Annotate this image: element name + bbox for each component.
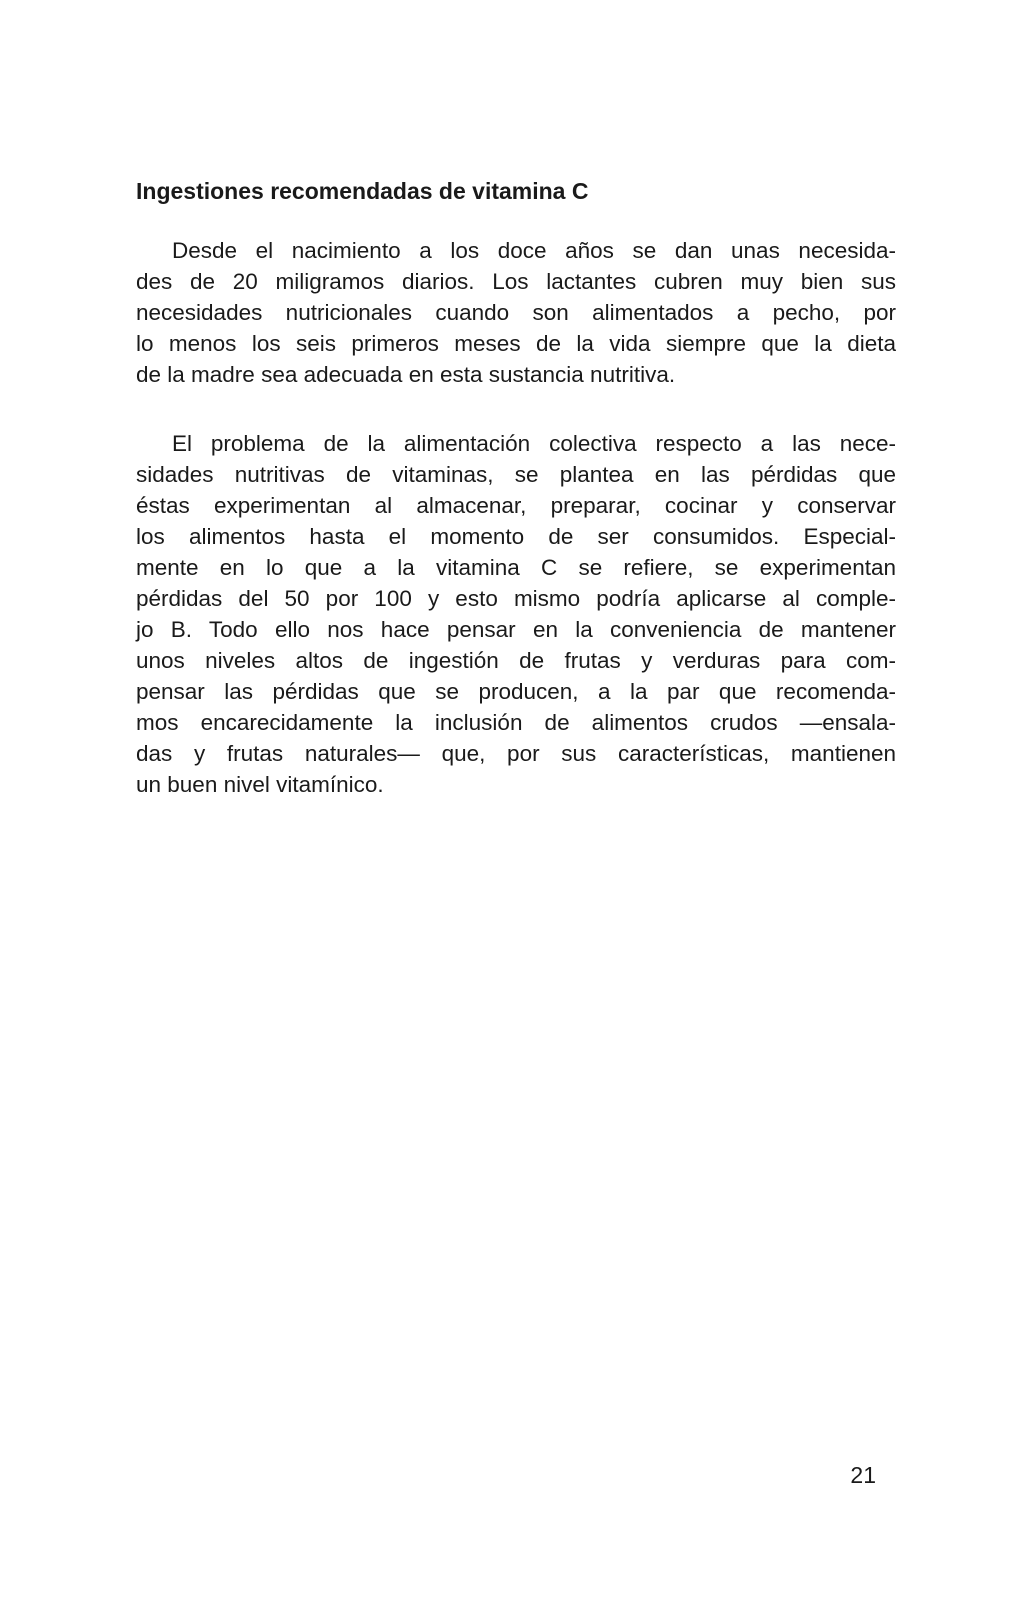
- paragraph-line: mente en lo que a la vitamina C se refiere, se experimentan: [136, 555, 896, 580]
- paragraph-line: jo B. Todo ello nos hace pensar en la conveniencia de mantener: [136, 617, 896, 642]
- paragraph-line: los alimentos hasta el momento de ser consumidos. Especial-: [136, 524, 896, 549]
- paragraph-1: [136, 235, 896, 390]
- paragraph-line: mos encarecidamente la inclusión de alimentos crudos —ensala-: [136, 710, 896, 735]
- paragraph-line: sidades nutritivas de vitaminas, se plantea en las pérdidas que: [136, 462, 896, 487]
- paragraph-2: [136, 428, 896, 800]
- paragraph-line: lo menos los seis primeros meses de la vida siempre que la dieta: [136, 331, 896, 356]
- section-heading: Ingestiones recomendadas de vitamina C: [136, 178, 589, 204]
- paragraph-line: necesidades nutricionales cuando son alimentados a pecho, por: [136, 300, 896, 325]
- paragraph-line: éstas experimentan al almacenar, preparar, cocinar y conservar: [136, 493, 896, 518]
- paragraph-line: pérdidas del 50 por 100 y esto mismo podría aplicarse al comple-: [136, 586, 896, 611]
- paragraph-line: des de 20 miligramos diarios. Los lactantes cubren muy bien sus: [136, 269, 896, 294]
- paragraph-line: das y frutas naturales— que, por sus características, mantienen: [136, 741, 896, 766]
- paragraph-line: un buen nivel vitamínico.: [136, 772, 384, 797]
- paragraph-line: Desde el nacimiento a los doce años se dan unas necesida-: [172, 238, 896, 263]
- paragraph-line: unos niveles altos de ingestión de frutas y verduras para com-: [136, 648, 896, 673]
- page-number: 21: [850, 1462, 876, 1488]
- paragraph-line: de la madre sea adecuada en esta sustancia nutritiva.: [136, 362, 676, 387]
- paragraph-line: El problema de la alimentación colectiva respecto a las nece-: [172, 431, 896, 456]
- paragraph-line: pensar las pérdidas que se producen, a la par que recomenda-: [136, 679, 896, 704]
